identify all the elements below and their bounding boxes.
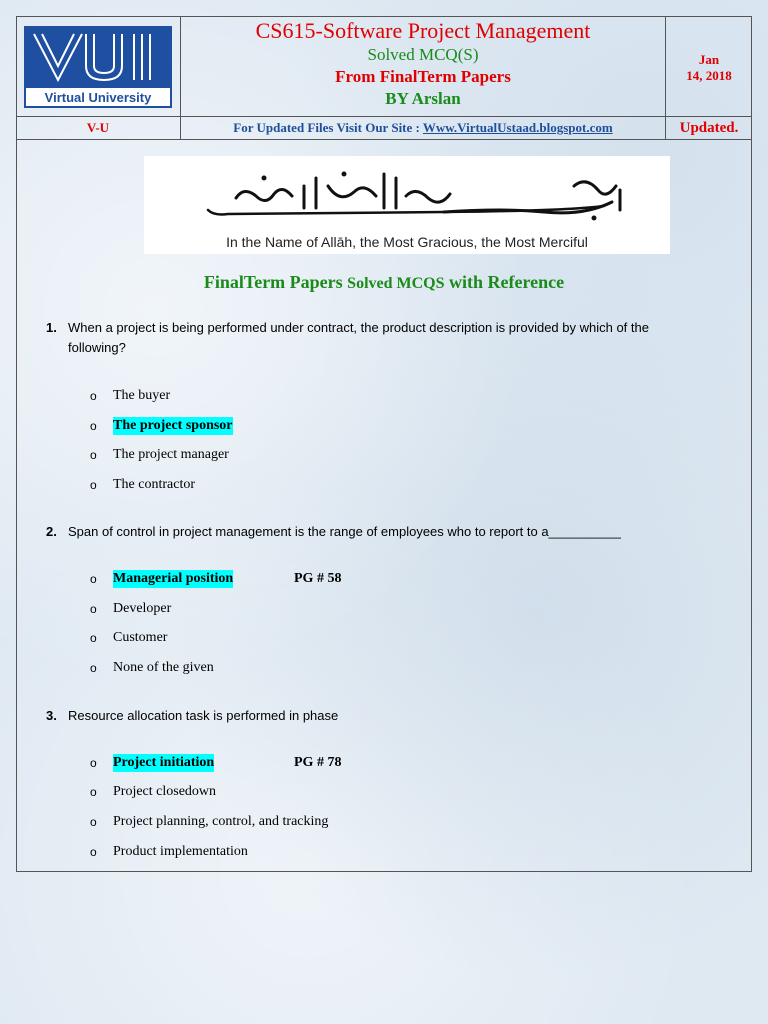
title-cell	[181, 16, 665, 116]
option-text: Project planning, control, and tracking	[113, 814, 329, 829]
heading-part3: with Reference	[444, 272, 565, 292]
site-link[interactable]: Www.VirtualUstaad.blogspot.com	[422, 120, 613, 135]
date-day-year: 14, 2018	[686, 68, 732, 83]
bismillah-banner	[144, 156, 670, 254]
subtitle-author: BY Arslan	[385, 89, 461, 108]
logo-caption: Virtual University	[44, 90, 152, 105]
bullet-icon: o	[90, 448, 97, 462]
bullet-icon: o	[90, 389, 97, 403]
bullet-icon: o	[90, 845, 97, 859]
bullet-icon: o	[90, 756, 97, 770]
heading-part2: Solved MCQS	[347, 275, 445, 292]
calligraphy-image	[144, 156, 670, 232]
date-month: Jan	[698, 52, 720, 67]
bullet-icon: o	[90, 572, 97, 586]
date-cell	[665, 16, 752, 116]
vu-logo	[24, 26, 172, 108]
page-reference: PG # 78	[294, 755, 342, 770]
visit-label: For Updated Files Visit Our Site :	[233, 120, 423, 135]
bullet-icon: o	[90, 785, 97, 799]
question-number: 3.	[46, 708, 57, 723]
bar-visit	[181, 117, 665, 139]
bullet-icon: o	[90, 661, 97, 675]
question-text: When a project is being performed under contract, the product description is provided by which of the following?	[68, 320, 649, 355]
page-frame	[16, 16, 752, 872]
document-header	[16, 16, 752, 117]
bar-vu-label: V-U	[16, 117, 181, 139]
page-reference: PG # 58	[294, 571, 342, 586]
bullet-icon: o	[90, 419, 97, 433]
option-text-answer: Project initiation	[113, 755, 215, 770]
option-text: The project manager	[113, 447, 229, 462]
section-heading	[16, 272, 752, 293]
option-text: Product implementation	[113, 844, 248, 859]
bar-updated-label: Updated.	[665, 117, 752, 139]
bullet-icon: o	[90, 631, 97, 645]
question-number: 1.	[46, 320, 57, 335]
bullet-icon: o	[90, 602, 97, 616]
option-text: None of the given	[113, 660, 214, 675]
question-number: 2.	[46, 524, 57, 539]
bismillah-translation: In the Name of Allāh, the Most Gracious, the Most Merciful	[226, 234, 588, 250]
subtitle-papers: From FinalTerm Papers	[335, 67, 511, 86]
question-text: Span of control in project management is the range of employees who to report to a__________	[68, 524, 621, 539]
date	[666, 52, 752, 84]
option-text: Customer	[113, 630, 168, 645]
logo-cell	[16, 16, 181, 116]
option-text: The buyer	[113, 388, 171, 403]
option-text: The contractor	[113, 477, 196, 492]
subtitle-solved: Solved MCQ(S)	[367, 45, 479, 64]
option-text-answer: Managerial position	[113, 571, 234, 586]
bullet-icon: o	[90, 815, 97, 829]
option-text: Project closedown	[113, 784, 217, 799]
info-bar	[16, 117, 752, 140]
question-text: Resource allocation task is performed in phase	[68, 708, 339, 723]
option-text-answer: The project sponsor	[113, 418, 233, 433]
heading-part1: FinalTerm Papers	[203, 272, 348, 292]
document-title: CS615-Software Project Management	[255, 18, 591, 43]
bullet-icon: o	[90, 478, 97, 492]
option-text: Developer	[113, 601, 172, 616]
